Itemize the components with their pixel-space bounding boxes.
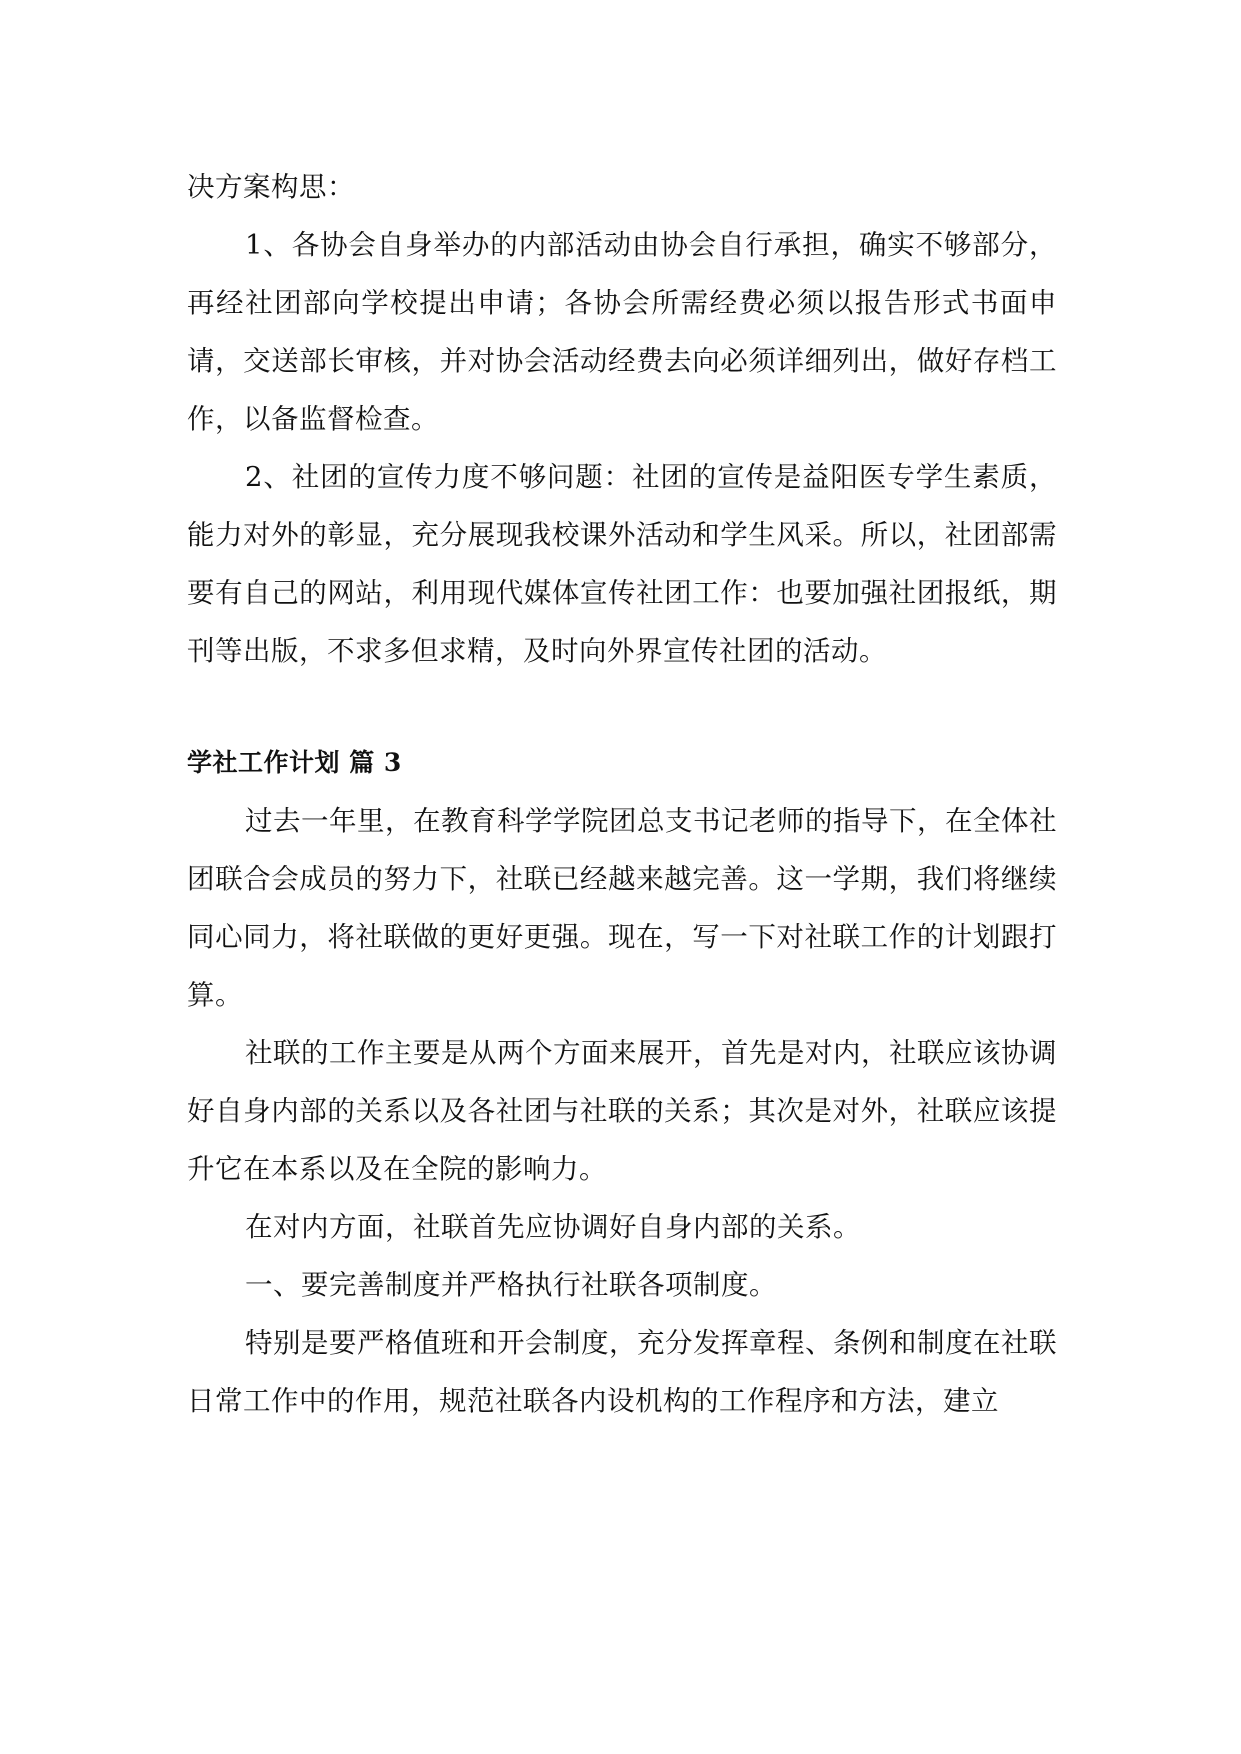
paragraph-overview: 社联的工作主要是从两个方面来展开，首先是对内，社联应该协调好自身内部的关系以及各社团与社联的关系；其次是对外，社联应该提升它在本系以及在全院的影响力。 (187, 1037, 1057, 1185)
paragraph-detail: 特别是要严格值班和开会制度，充分发挥章程、条例和制度在社联日常工作中的作用，规范社联各内设机构的工作程序和方法，建立 (187, 1327, 1057, 1417)
paragraph-item-2: 2、社团的宣传力度不够问题：社团的宣传是益阳医专学生素质，能力对外的彰显，充分展现我校课外活动和学生风采。所以，社团部需要有自己的网站，利用现代媒体宣传社团工作：也要加强社团报纸，期刊等出版，不求多但求精，及时向外界宣传社团的活动。 (187, 461, 1057, 667)
paragraph-item-1: 1、各协会自身举办的内部活动由协会自行承担，确实不够部分，再经社团部向学校提出申请；各协会所需经费必须以报告形式书面申请，交送部长审核，并对协会活动经费去向必须详细列出，做好存档工作，以备监督检查。 (187, 229, 1057, 435)
section-heading: 学社工作计划 篇 3 (187, 748, 402, 777)
paragraph-intro: 过去一年里，在教育科学学院团总支书记老师的指导下，在全体社团联合会成员的努力下，社联已经越来越完善。这一学期，我们将继续同心同力，将社联做的更好更强。现在，写一下对社联工作的计划跟打算。 (187, 805, 1057, 1011)
paragraph-internal: 在对内方面，社联首先应协调好自身内部的关系。 (245, 1211, 861, 1243)
paragraph-point-1: 一、要完善制度并严格执行社联各项制度。 (245, 1269, 777, 1301)
paragraph-continuation: 决方案构思： (187, 171, 355, 203)
document-body (187, 158, 1057, 1430)
